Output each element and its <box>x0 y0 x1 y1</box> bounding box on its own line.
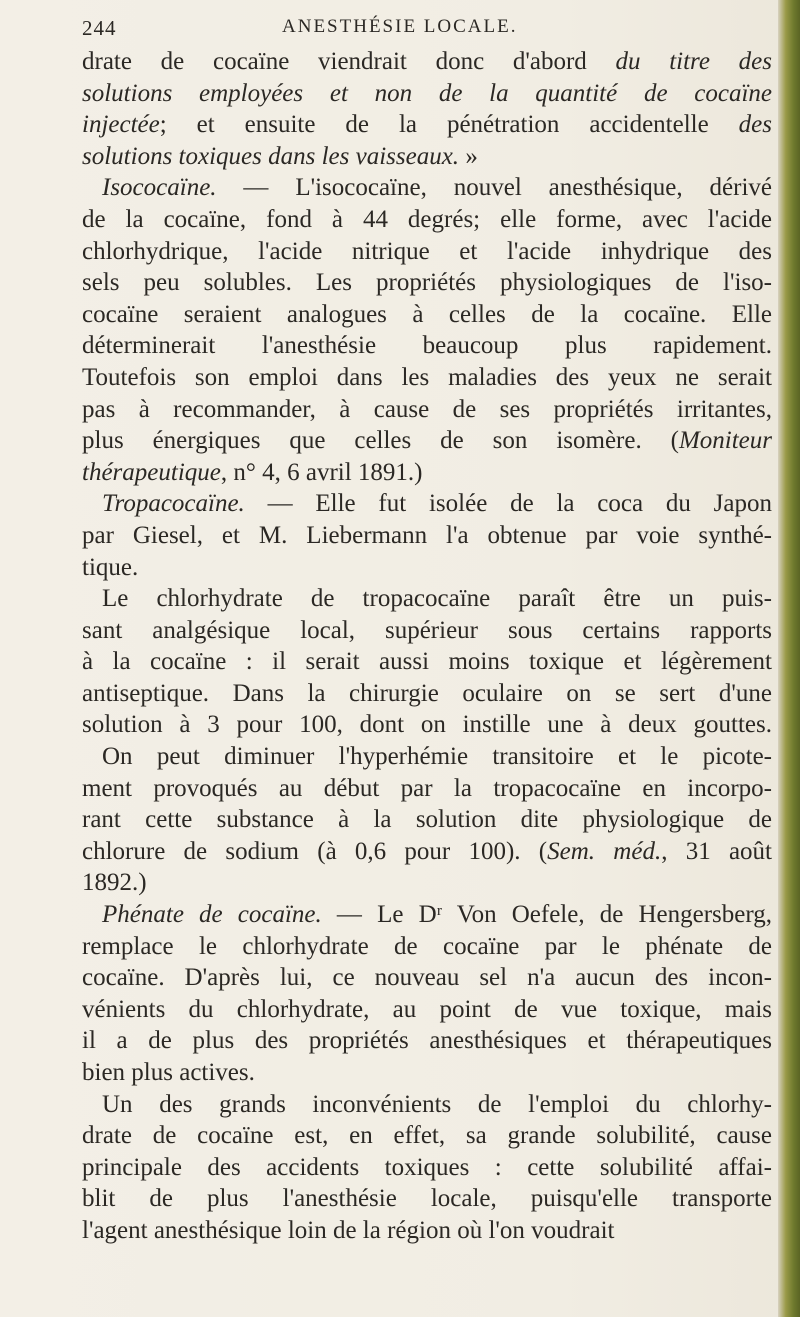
text-span: Toutefois son emploi dans les maladies des yeux ne serait <box>82 363 772 391</box>
text-line <box>82 362 772 394</box>
text-line <box>82 867 772 899</box>
text-span: il a de plus des propriétés anesthésiques et thérapeutiques <box>82 1027 772 1055</box>
text-line <box>82 552 772 584</box>
italic-span: Isococaïne. <box>102 174 217 202</box>
text-span: pas à recommander, à cause de ses propriétés irritantes, <box>82 395 772 423</box>
text-line <box>82 804 772 836</box>
text-span: drate de cocaïne est, en effet, sa grande solubilité, cause <box>82 1122 772 1150</box>
italic-span: injectée <box>82 111 160 139</box>
text-span: tique. <box>82 553 139 581</box>
text-line <box>82 78 772 110</box>
text-line <box>82 46 772 78</box>
text-line <box>82 488 772 520</box>
italic-span: solutions employées et non de la quantité de cocaïne <box>82 79 772 107</box>
text-line <box>82 583 772 615</box>
text-line <box>82 1025 772 1057</box>
text-span: 1892.) <box>82 869 147 897</box>
text-line <box>82 236 772 268</box>
text-line <box>82 899 772 931</box>
text-span: ment provoqués au début par la tropacocaïne en incorpo- <box>82 774 772 802</box>
text-line <box>82 425 772 457</box>
running-title: ANESTHÉSIE LOCALE. <box>282 16 518 37</box>
text-line <box>82 299 772 331</box>
text-span: sant analgésique local, supérieur sous certains rapports <box>82 616 772 644</box>
text-line <box>82 709 772 741</box>
text-line <box>82 741 772 773</box>
text-line <box>82 773 772 805</box>
text-span: blit de plus l'anesthésie locale, puisqu'elle transporte <box>82 1185 772 1213</box>
text-span: l'agent anesthésique loin de la région où l'on voudrait <box>82 1216 615 1244</box>
text-line <box>82 1089 772 1121</box>
italic-span: Sem. méd. <box>547 837 662 865</box>
body-text <box>82 46 772 1247</box>
text-span: — Le Dʳ Von Oefele, de Hengersberg, <box>321 901 772 929</box>
text-span: — Elle fut isolée de la coca du Japon <box>244 490 772 518</box>
text-line <box>82 962 772 994</box>
text-span: solution à 3 pour 100, dont on instille une à deux gouttes. <box>82 711 772 739</box>
text-line <box>82 1057 772 1089</box>
italic-span: Moniteur <box>678 427 772 455</box>
text-line <box>82 1215 772 1247</box>
text-span: chlorure de sodium (à 0,6 pour 100). ( <box>82 837 548 865</box>
italic-span: Tropacocaïne. <box>102 490 245 518</box>
text-line <box>82 1183 772 1215</box>
text-span: , 31 août <box>661 837 772 865</box>
text-line <box>82 267 772 299</box>
page-edge <box>778 0 800 1317</box>
text-line <box>82 109 772 141</box>
text-line <box>82 141 772 173</box>
text-line <box>82 1152 772 1184</box>
italic-span: Phénate de cocaïne. <box>102 901 322 929</box>
text-line <box>82 615 772 647</box>
text-line <box>82 457 772 489</box>
text-span: principale des accidents toxiques : cette solubilité affai- <box>82 1153 772 1181</box>
text-span: Le chlorhydrate de tropacocaïne paraît être un puis- <box>102 585 772 613</box>
text-line <box>82 520 772 552</box>
text-line <box>82 836 772 868</box>
text-line <box>82 394 772 426</box>
text-span: vénients du chlorhydrate, au point de vue toxique, mais <box>82 995 772 1023</box>
text-span: plus énergiques que celles de son isomère. ( <box>82 427 679 455</box>
text-line <box>82 204 772 236</box>
text-span: cocaïne seraient analogues à celles de la cocaïne. Elle <box>82 300 772 328</box>
text-span: de la cocaïne, fond à 44 degrés; elle forme, avec l'acide <box>82 205 772 233</box>
text-line <box>82 1120 772 1152</box>
text-line <box>82 678 772 710</box>
page-number: 244 <box>82 16 117 40</box>
text-span: , n° 4, 6 avril 1891.) <box>220 458 423 486</box>
text-span: Un des grands inconvénients de l'emploi du chlorhy- <box>102 1090 772 1118</box>
text-span: cocaïne. D'après lui, ce nouveau sel n'a aucun des incon- <box>82 964 772 992</box>
text-span: On peut diminuer l'hyperhémie transitoire et le picote- <box>102 743 772 771</box>
text-span: rant cette substance à la solution dite physiologique de <box>82 806 772 834</box>
italic-span: thérapeutique <box>82 458 221 486</box>
text-span: chlorhydrique, l'acide nitrique et l'acide inhydrique des <box>82 237 772 265</box>
italic-span: solutions toxiques dans les vaisseaux. <box>82 142 460 170</box>
page-header <box>82 16 772 46</box>
text-span: sels peu solubles. Les propriétés physiologiques de l'iso- <box>82 269 772 297</box>
text-span: bien plus actives. <box>82 1059 255 1086</box>
italic-span: du titre des <box>615 48 772 75</box>
text-span: par Giesel, et M. Liebermann l'a obtenue par voie synthé- <box>82 521 772 549</box>
text-line <box>82 931 772 963</box>
text-span: déterminerait l'anesthésie beaucoup plus rapidement. <box>82 332 772 360</box>
text-line <box>82 172 772 204</box>
text-span: drate de cocaïne viendrait donc d'abord <box>82 48 616 75</box>
text-span: — L'isococaïne, nouvel anesthésique, dérivé <box>216 174 772 202</box>
text-span: à la cocaïne : il serait aussi moins toxique et légèrement <box>82 648 772 676</box>
text-line <box>82 646 772 678</box>
text-span: » <box>459 142 478 170</box>
text-span: ; et ensuite de la pénétration accidentelle <box>159 111 739 139</box>
text-span: remplace le chlorhydrate de cocaïne par le phénate de <box>82 932 772 960</box>
text-line <box>82 330 772 362</box>
text-span: antiseptique. Dans la chirurgie oculaire on se sert d'une <box>82 679 772 707</box>
text-line <box>82 994 772 1026</box>
italic-span: des <box>738 111 772 139</box>
